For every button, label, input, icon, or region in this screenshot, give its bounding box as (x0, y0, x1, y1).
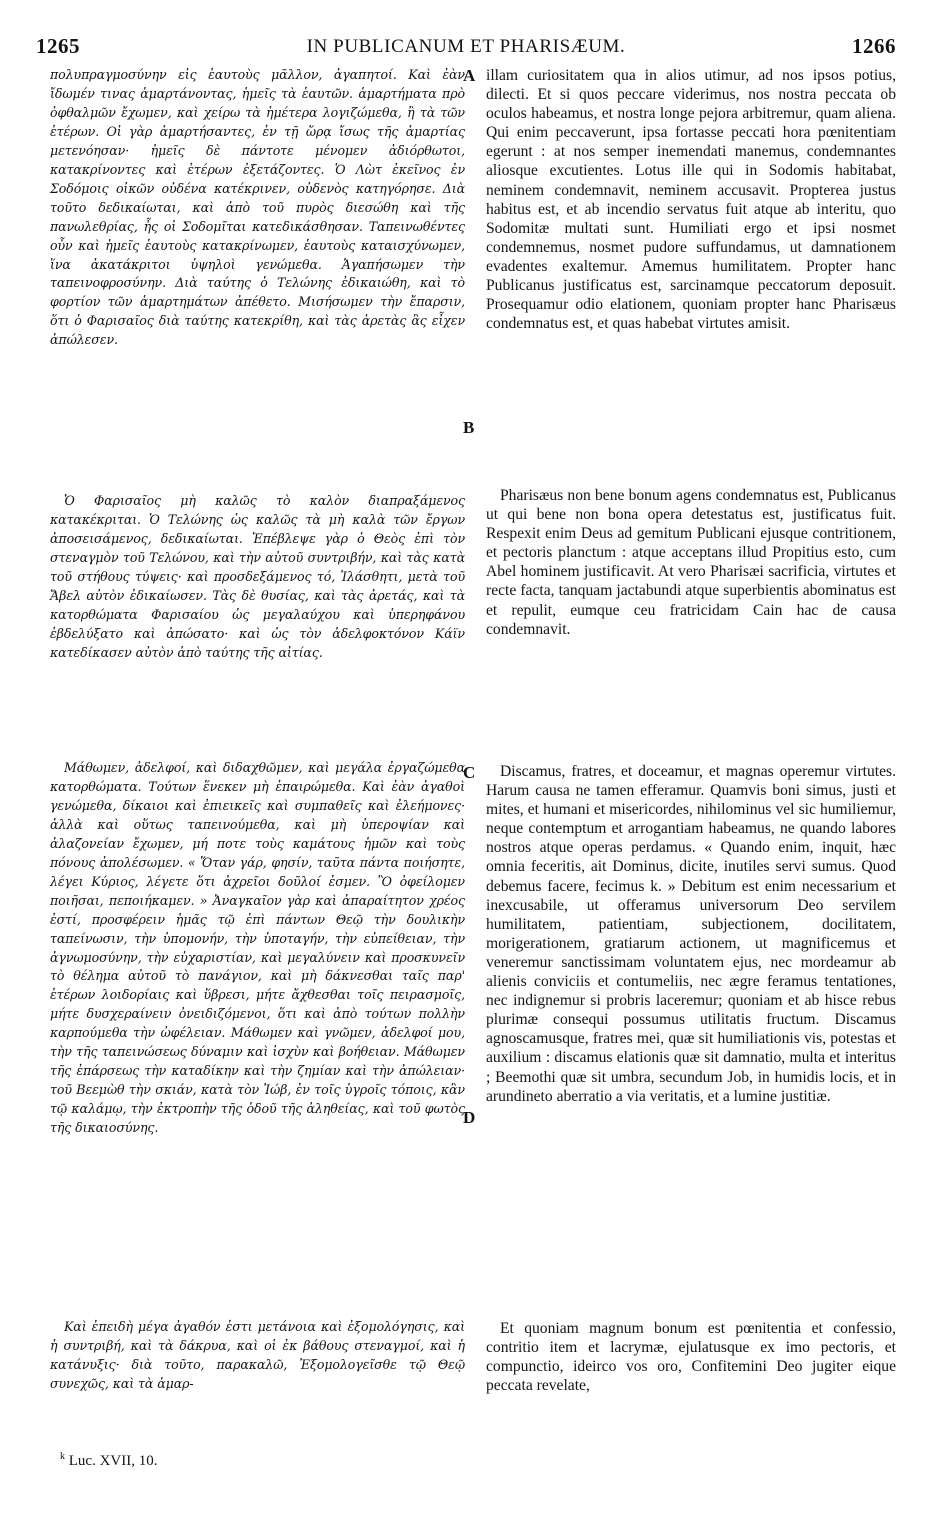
latin-paragraph-1: illam curiositatem qua in alios utimur, ad nos ipsos potius, dilecti. Et si quos peccare viderimus, nos nostra peccata ob oculos habeamus, et nostra longe pejora arbitremur, quam aliena. Qui enim peccaverunt, ipsa fortasse peccati hora pœnitentiam egerunt : at nos semper inemendati manemus, condemnantes aliosque excutientes. Lotus ille qui in Sodomis habitabat, neminem condemnavit, neminem accusavit. Propterea justus habitus est, et ab incendio servatus fuit atque ab interitu, quo Sodomitæ multati sunt. Humiliati ergo et ipsi nosmet condemnemus, nosmet pudore suffundamus, ut damnationem evadentes exaltemur. Amemus humilitatem. Propter hanc Publicanus justificatus est, sarcinamque peccatorum deposuit. Prosequamur odio elationem, quoniam propter hanc Pharisæus condemnatus est, et quas habebat virtutes amisit. (486, 67, 896, 333)
page-number-left: 1265 (36, 34, 80, 58)
margin-letter-b: B (463, 418, 475, 437)
margin-letter-c: C (463, 763, 476, 782)
margin-letter-a: A (463, 66, 476, 85)
greek-paragraph-1: πολυπραγμοσύνην εἰς ἑαυτοὺς μᾶλλον, ἀγαπητοί. Καὶ ἐὰν ἴδωμέν τινας ἁμαρτάνοντας, ἡμεῖς τὰ ἑαυτῶν. ἁμαρτήματα πρὸ ὀφθαλμῶν ἔχωμεν, καὶ χείρω τὰ ἡμέτερα λογιζώμεθα, ἢ τὰ τῶν ἑτέρων. Οἱ γὰρ ἁμαρτήσαντες, ἐν τῇ ὥρᾳ ἴσως τῆς ἁμαρτίας μετενόησαν· ἡμεῖς δὲ πάντοτε μένομεν ἀδιόρθωτοι, κατακρίνοντες καὶ ἑτέρων ἐξετάζοντες. Ὁ Λὼτ ἐκεῖνος ἐν Σοδόμοις οἰκῶν οὐδένα κατέκρινεν, οὐδενὸς κατηγόρησε. Διὰ τοῦτο δεδικαίωται, καὶ ἀπὸ τοῦ πυρὸς διεσώθη καὶ τῆς πανωλεθρίας, ἧς οἱ Σοδομῖται κατεδικάσθησαν. Ταπεινωθέντες οὖν καὶ ἡμεῖς ἑαυτοὺς κατακρίνωμεν, ἑαυτοὺς καταισχύνωμεν, ἵνα ἀκατάκριτοι ὑψηλοὶ γενώμεθα. Ἀγαπήσωμεν τὴν ταπεινοφροσύνην. Διὰ ταύτης ὁ Τελώνης ἐδικαιώθη, καὶ τὸ φορτίον τῶν ἁμαρτημάτων ἀπέθετο. Μισήσωμεν τὴν ἔπαρσιν, ὅτι ὁ Φαρισαῖος διὰ ταύτης κατεκρίθη, καὶ τὰς ἀρετὰς ἃς εἶχεν ἀπώλεσεν. (50, 67, 465, 348)
greek-paragraph-4: Καὶ ἐπειδὴ μέγα ἀγαθόν ἐστι μετάνοια καὶ ἐξομολόγησις, καὶ ἡ συντριβή, καὶ τὰ δάκρυα, καὶ οἱ ἐκ βάθους στεναγμοί, καὶ ἡ κατάνυξις· διὰ τοῦτο, παρακαλῶ, Ἐξομολογεῖσθε τῷ Θεῷ συνεχῶς, καὶ τὰ ἁμαρ- (50, 1319, 465, 1391)
page-header (36, 34, 896, 64)
footnote-text: Luc. XVII, 10. (68, 1453, 158, 1469)
latin-paragraph-4: Et quoniam magnum bonum est pœnitentia et confessio, contritio item et lacrymæ, ejulatusque ex imo pectoris, et compunctio, ideirco vos oro, Confitemini Deo jugiter eique peccata revelate, (486, 1320, 896, 1395)
latin-paragraph-3: Discamus, fratres, et doceamur, et magnas operemur virtutes. Harum causa ne tamen efferamur. Quamvis boni simus, justi et mites, et humani et misericordes, nihilominus vel sic humiliemur, neque contemptum et arrogantiam habeamus, ne quando labores nostros atque operas perdamus. « Quando enim, inquit, hæc omnia feceritis, ait Dominus, dicite, inutiles servi sumus. Quod debemus facere, fecimus k. » Debitum est enim necessarium et inexcusabile, ut offeramus universorum Deo servilem humilitatem, patientiam, subjectionem, docilitatem, morigerationem, gratiarum actionem, ut magnificemus et veneremur sanctissimam voluntatem ejus, nec mordeamur ab alienis conviciis et contumeliis, nec ægre feramus tentationes, nec indignemur si probris laceremur; quoniam et ab hisce rebus plurimæ consequi possumus utilitatis fructum. Discamus agnoscamusque, fratres mei, quæ sit humiliationis vis, potestas et auxilium : discamus elationis quæ sit damnatio, multa et interitus ; Beemothi quæ sit umbra, secundum Job, in humidis locis, et in arundineto aberratio a via veritatis, et a lumine justitiæ. (486, 763, 896, 1105)
page-number-right: 1266 (852, 34, 896, 58)
margin-letter-d: D (463, 1108, 476, 1127)
running-title: IN PUBLICANUM ET PHARISÆUM. (306, 36, 626, 57)
greek-paragraph-2: Ὁ Φαρισαῖος μὴ καλῶς τὸ καλὸν διαπραξάμενος κατακέκριται. Ὁ Τελώνης ὡς καλῶς τὰ μὴ καλὰ τῶν ἔργων ἀποσεισάμενος, δεδικαίωται. Ἐπέβλεψε γὰρ ὁ Θεὸς ἐπὶ τὸν στεναγμὸν τοῦ Τελώνου, καὶ τὴν αὐτοῦ συντριβήν, καὶ τὰς κατὰ τοῦ στήθους τύψεις· καὶ προσδεξάμενος τό, Ἱλάσθητι, μετὰ τοῦ Ἄβελ αὐτὸν ἐδικαίωσεν. Τὰς δὲ θυσίας, καὶ τὰς ἀρετάς, καὶ τὰ κατορθώματα Φαρισαίου ὡς μεγαλαύχου καὶ ὑπερηφάνου ἐβδελύξατο καὶ ἀπώσατο· καὶ ὡς τὸν ἀδελφοκτόνον Κάϊν κατεδίκασεν αὐτὸν ἀπὸ ταύτης τῆς αἰτίας. (50, 493, 465, 660)
latin-paragraph-2: Pharisæus non bene bonum agens condemnatus est, Publicanus ut qui bene non bona opera detestatus est, justificatus fuit. Respexit enim Deus ad gemitum Publicani ejusque contritionem, et pectoris planctum : atque acceptans illud Propitius esto, cum Abel hominem justificavit. At vero Pharisæi sacrificia, virtutes et recte facta, tanquam jactabundi atque superbientis abominatus est et repulit, eumque ceu fratricidam Cain hac de causa condemnavit. (486, 487, 896, 638)
footnote-mark: k (60, 1451, 65, 1462)
greek-paragraph-3: Μάθωμεν, ἀδελφοί, καὶ διδαχθῶμεν, καὶ μεγάλα ἐργαζώμεθα κατορθώματα. Τούτων ἕνεκεν μὴ ἐπαιρώμεθα. Καὶ ἐὰν ἀγαθοὶ γενώμεθα, δίκαιοι καὶ ἐπιεικεῖς καὶ συμπαθεῖς καὶ ἐλεήμονες· ἀλλὰ καὶ οὕτως ταπεινούμεθα, καὶ μὴ ὑπεροψίαν καὶ ἀλαζονείαν ἔχωμεν, μή ποτε τοὺς καμάτους ἡμῶν καὶ τοὺς πόνους ἀπολέσωμεν. « Ὅταν γάρ, φησίν, ταῦτα πάντα ποιήσητε, λέγει Κύριος, λέγετε ὅτι ἀχρεῖοι δοῦλοί ἐσμεν. Ὃ ὀφείλομεν ποιῆσαι, πεποιήκαμεν. » Ἀναγκαῖον γὰρ καὶ ἀπαραίτητον χρέος ἐστί, προσφέρειν ἡμᾶς τῷ ἐπὶ πάντων Θεῷ τὴν δουλικὴν ταπείνωσιν, τὴν ὑπομονήν, τὴν ὑποταγήν, τὴν εὐπείθειαν, τὴν ἀγνωμοσύνην, τὴν εὐχαριστίαν, καὶ μεγαλύνειν καὶ προσκυνεῖν τὸ θέλημα αὐτοῦ τὸ πανάγιον, καὶ μὴ δάκνεσθαι ταῖς παρ' ἑτέρων λοιδορίαις καὶ ὕβρεσι, μήτε ἄχθεσθαι τοῖς πειρασμοῖς, μήτε δυσχεραίνειν ὀνειδιζόμενοι, ὅτι καὶ ἀπὸ τούτων πολλὴν καρπούμεθα τὴν ὠφέλειαν. Μάθωμεν καὶ γνῶμεν, ἀδελφοί μου, τὴν τῆς ταπεινώσεως δύναμιν καὶ ἰσχὺν καὶ βοήθειαν. Μάθωμεν τῆς ἐπάρσεως τὴν καταδίκην καὶ τὴν ζημίαν καὶ τὴν ἀπώλειαν· τοῦ Βεεμὼθ τὴν σκιάν, κατὰ τὸν Ἰώβ, ἐν τοῖς ὑγροῖς τόποις, κἂν τῷ καλάμῳ, τὴν ἐκτροπὴν τῆς ὁδοῦ τῆς ἀληθείας, καὶ τοῦ φωτὸς τῆς δικαιοσύνης. (50, 760, 465, 1136)
footnote (60, 1451, 157, 1470)
